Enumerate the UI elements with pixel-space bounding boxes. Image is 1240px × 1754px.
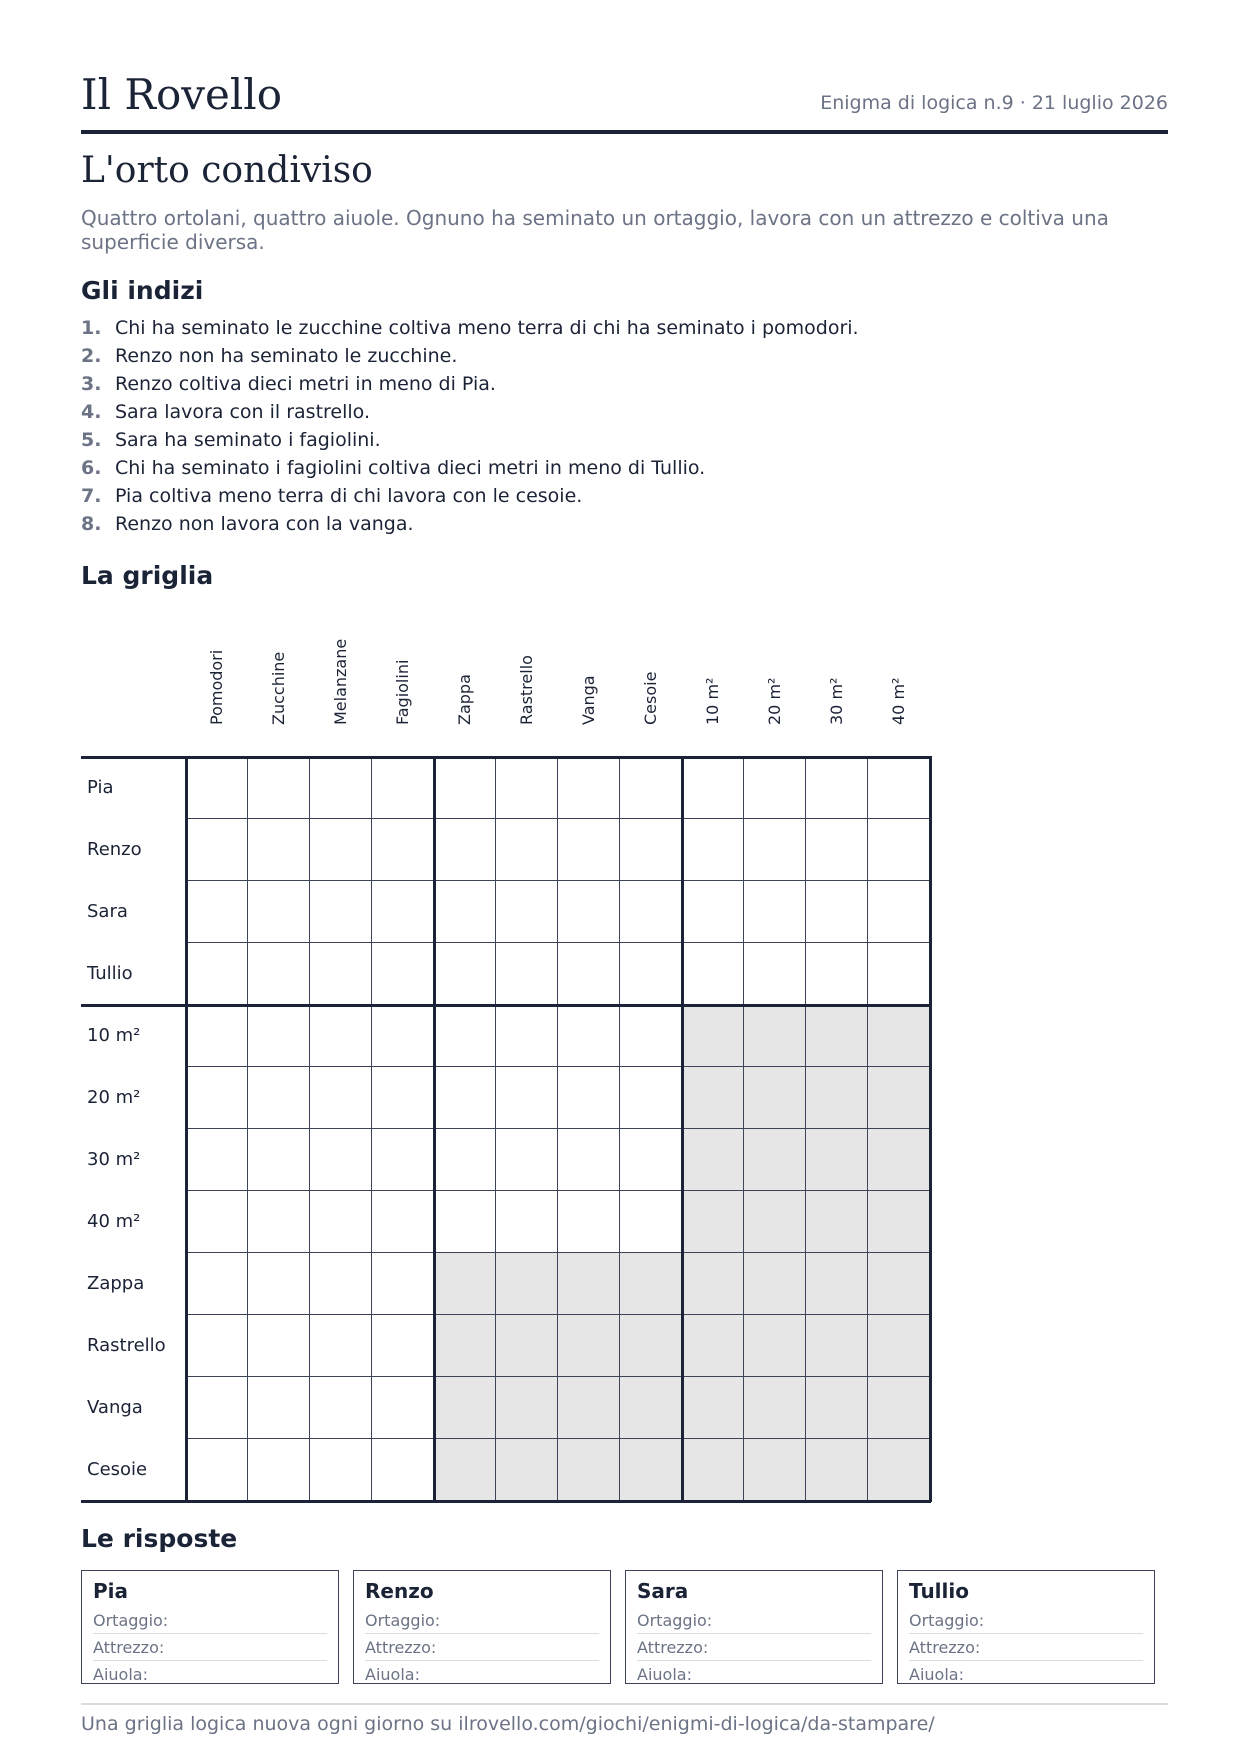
grid-cell[interactable] bbox=[372, 1191, 434, 1253]
grid-divider bbox=[929, 756, 932, 1502]
grid-cell-blocked bbox=[682, 1129, 744, 1191]
answer-card-name: Tullio bbox=[909, 1579, 969, 1603]
grid-cell-blocked bbox=[682, 1067, 744, 1129]
grid-row-label: 40 m² bbox=[87, 1211, 141, 1232]
answer-cards bbox=[81, 1570, 1168, 1686]
clue-text: Sara ha seminato i fagiolini. bbox=[115, 429, 381, 451]
grid-divider bbox=[81, 1004, 931, 1007]
grid-cell[interactable] bbox=[310, 1005, 372, 1067]
grid-cell[interactable] bbox=[496, 881, 558, 943]
answer-card-name: Sara bbox=[637, 1579, 689, 1603]
grid-cell[interactable] bbox=[372, 1067, 434, 1129]
grid-cell[interactable] bbox=[434, 1191, 496, 1253]
grid-cell-blocked bbox=[744, 1377, 806, 1439]
clue-text: Sara lavora con il rastrello. bbox=[115, 401, 371, 423]
clue-item bbox=[81, 510, 859, 538]
grid-cell[interactable] bbox=[434, 819, 496, 881]
clue-text: Chi ha seminato i fagiolini coltiva dieci metri in meno di Tullio. bbox=[115, 457, 706, 479]
grid-cell-blocked bbox=[868, 1377, 930, 1439]
grid-row-label: Rastrello bbox=[87, 1335, 166, 1356]
grid-cell-blocked bbox=[682, 1191, 744, 1253]
puzzle-intro: Quattro ortolani, quattro aiuole. Ognuno ha seminato un ortaggio, lavora con un attrezzo e coltiva una superficie diversa. bbox=[81, 206, 1109, 254]
answer-field[interactable]: Ortaggio: bbox=[637, 1609, 871, 1634]
grid-column-header bbox=[372, 630, 434, 750]
grid-cell[interactable] bbox=[744, 757, 806, 819]
grid-cell[interactable] bbox=[186, 1067, 248, 1129]
grid-cell[interactable] bbox=[372, 1315, 434, 1377]
grid-column-label: Cesoie bbox=[641, 671, 660, 725]
grid-cell[interactable] bbox=[310, 1377, 372, 1439]
grid-cell-blocked bbox=[558, 1315, 620, 1377]
puzzle-title: L'orto condiviso bbox=[81, 150, 373, 191]
grid-divider bbox=[185, 756, 188, 1502]
answer-field[interactable]: Attrezzo: bbox=[93, 1636, 327, 1661]
grid-cell[interactable] bbox=[620, 881, 682, 943]
grid-cell[interactable] bbox=[496, 1129, 558, 1191]
grid-cell-blocked bbox=[744, 1191, 806, 1253]
grid-heading: La griglia bbox=[81, 561, 214, 590]
grid-cell-blocked bbox=[496, 1315, 558, 1377]
grid-cell-blocked bbox=[682, 1377, 744, 1439]
grid-row-label: 20 m² bbox=[87, 1087, 141, 1108]
grid-cell[interactable] bbox=[620, 757, 682, 819]
grid-cell[interactable] bbox=[558, 1005, 620, 1067]
grid-cell-blocked bbox=[682, 1439, 744, 1501]
grid-column-header bbox=[744, 630, 806, 750]
grid-cell[interactable] bbox=[186, 1005, 248, 1067]
grid-row-label: 10 m² bbox=[87, 1025, 141, 1046]
masthead bbox=[81, 72, 1168, 134]
grid-row-label: Pia bbox=[87, 777, 114, 798]
grid-cell-blocked bbox=[868, 1191, 930, 1253]
answer-field[interactable]: Attrezzo: bbox=[637, 1636, 871, 1661]
clue-item bbox=[81, 342, 859, 370]
grid-cell[interactable] bbox=[434, 943, 496, 1005]
grid-cell[interactable] bbox=[310, 881, 372, 943]
grid-row-label: Cesoie bbox=[87, 1459, 148, 1480]
grid-column-label: 30 m² bbox=[827, 677, 846, 725]
answers-heading: Le risposte bbox=[81, 1524, 238, 1553]
grid-cell-blocked bbox=[434, 1315, 496, 1377]
grid-cell[interactable] bbox=[310, 1315, 372, 1377]
grid-cell[interactable] bbox=[496, 819, 558, 881]
grid-divider bbox=[81, 1500, 931, 1503]
brand-title: Il Rovello bbox=[81, 70, 283, 119]
grid-cell[interactable] bbox=[186, 1129, 248, 1191]
clue-number: 4. bbox=[81, 401, 102, 423]
grid-cell[interactable] bbox=[248, 1129, 310, 1191]
grid-cell[interactable] bbox=[434, 881, 496, 943]
grid-cell-blocked bbox=[744, 1067, 806, 1129]
grid-cell[interactable] bbox=[310, 1191, 372, 1253]
grid-cell[interactable] bbox=[434, 1129, 496, 1191]
grid-cell[interactable] bbox=[868, 881, 930, 943]
grid-cell[interactable] bbox=[248, 1005, 310, 1067]
answer-card-name: Renzo bbox=[365, 1579, 434, 1603]
grid-cell[interactable] bbox=[248, 1439, 310, 1501]
grid-column-header bbox=[558, 630, 620, 750]
grid-cell-blocked bbox=[806, 1377, 868, 1439]
clue-text: Renzo non lavora con la vanga. bbox=[115, 513, 414, 535]
clue-item bbox=[81, 370, 859, 398]
grid-cell[interactable] bbox=[186, 1191, 248, 1253]
clue-item bbox=[81, 314, 859, 342]
grid-cell[interactable] bbox=[558, 1129, 620, 1191]
grid-cell[interactable] bbox=[186, 943, 248, 1005]
grid-column-label: 10 m² bbox=[703, 677, 722, 725]
clue-number: 2. bbox=[81, 345, 102, 367]
clue-text: Pia coltiva meno terra di chi lavora con le cesoie. bbox=[115, 485, 583, 507]
grid-column-header bbox=[682, 630, 744, 750]
grid-cell[interactable] bbox=[310, 943, 372, 1005]
grid-cell[interactable] bbox=[248, 1253, 310, 1315]
grid-cell-blocked bbox=[806, 1005, 868, 1067]
answer-field[interactable]: Ortaggio: bbox=[365, 1609, 599, 1634]
grid-cell[interactable] bbox=[496, 757, 558, 819]
grid-cell[interactable] bbox=[620, 1191, 682, 1253]
grid-cell[interactable] bbox=[682, 881, 744, 943]
grid-column-label: Pomodori bbox=[207, 649, 226, 725]
grid-column-header bbox=[434, 630, 496, 750]
grid-row-label: Tullio bbox=[87, 963, 133, 984]
grid-cell[interactable] bbox=[372, 819, 434, 881]
clue-item bbox=[81, 454, 859, 482]
grid-cell[interactable] bbox=[558, 1067, 620, 1129]
grid-cell-blocked bbox=[434, 1439, 496, 1501]
grid-cell[interactable] bbox=[806, 757, 868, 819]
answer-field[interactable]: Ortaggio: bbox=[909, 1609, 1143, 1634]
grid-cell-blocked bbox=[558, 1439, 620, 1501]
grid-row-label: Renzo bbox=[87, 839, 142, 860]
grid-cell-blocked bbox=[868, 1005, 930, 1067]
answer-field[interactable]: Aiuola: bbox=[909, 1665, 964, 1684]
clue-text: Chi ha seminato le zucchine coltiva meno terra di chi ha seminato i pomodori. bbox=[115, 317, 859, 339]
grid-cell[interactable] bbox=[682, 819, 744, 881]
grid-cell-blocked bbox=[620, 1253, 682, 1315]
grid-cell[interactable] bbox=[372, 1005, 434, 1067]
clues-heading: Gli indizi bbox=[81, 276, 204, 305]
grid-cell[interactable] bbox=[868, 757, 930, 819]
grid-column-label: Zucchine bbox=[269, 651, 288, 725]
grid-column-label: Fagiolini bbox=[393, 659, 412, 725]
grid-cell[interactable] bbox=[248, 819, 310, 881]
grid-cell-blocked bbox=[682, 1253, 744, 1315]
grid-cell-blocked bbox=[806, 1067, 868, 1129]
grid-cell[interactable] bbox=[434, 1005, 496, 1067]
grid-cell[interactable] bbox=[248, 757, 310, 819]
grid-cell-blocked bbox=[434, 1253, 496, 1315]
grid-cell[interactable] bbox=[248, 881, 310, 943]
grid-cell[interactable] bbox=[186, 1439, 248, 1501]
grid-cell[interactable] bbox=[372, 1253, 434, 1315]
grid-cell[interactable] bbox=[558, 1191, 620, 1253]
answer-field[interactable]: Aiuola: bbox=[93, 1665, 148, 1684]
grid-cell[interactable] bbox=[620, 1005, 682, 1067]
grid-cell[interactable] bbox=[248, 1067, 310, 1129]
grid-column-label: Vanga bbox=[579, 675, 598, 725]
grid-cell[interactable] bbox=[806, 881, 868, 943]
grid-cell[interactable] bbox=[434, 1067, 496, 1129]
grid-cell[interactable] bbox=[682, 757, 744, 819]
grid-cell[interactable] bbox=[186, 1253, 248, 1315]
clue-list bbox=[81, 314, 859, 538]
grid-cell[interactable] bbox=[496, 1067, 558, 1129]
grid-cell-blocked bbox=[496, 1253, 558, 1315]
grid-cell-blocked bbox=[620, 1439, 682, 1501]
grid-cell-blocked bbox=[806, 1253, 868, 1315]
grid-cell-blocked bbox=[496, 1377, 558, 1439]
grid-column-header bbox=[806, 630, 868, 750]
grid-cell-blocked bbox=[744, 1005, 806, 1067]
grid-cell-blocked bbox=[744, 1253, 806, 1315]
grid-row-label: 30 m² bbox=[87, 1149, 141, 1170]
clue-number: 3. bbox=[81, 373, 102, 395]
grid-cell[interactable] bbox=[310, 1439, 372, 1501]
grid-cell[interactable] bbox=[744, 819, 806, 881]
grid-cell[interactable] bbox=[372, 1377, 434, 1439]
grid-column-header bbox=[868, 630, 930, 750]
grid-column-label: Melanzane bbox=[331, 638, 350, 725]
grid-column-label: 20 m² bbox=[765, 677, 784, 725]
answer-field[interactable]: Ortaggio: bbox=[93, 1609, 327, 1634]
grid-cell[interactable] bbox=[310, 1067, 372, 1129]
grid-cell[interactable] bbox=[186, 1315, 248, 1377]
grid-column-header bbox=[620, 630, 682, 750]
answer-field[interactable]: Aiuola: bbox=[637, 1665, 692, 1684]
grid-column-header bbox=[248, 630, 310, 750]
grid-divider bbox=[433, 756, 436, 1502]
grid-cell-blocked bbox=[868, 1439, 930, 1501]
grid-divider bbox=[681, 756, 684, 1502]
grid-cell[interactable] bbox=[186, 1377, 248, 1439]
clue-item bbox=[81, 426, 859, 454]
grid-row-label: Vanga bbox=[87, 1397, 143, 1418]
clue-number: 5. bbox=[81, 429, 102, 451]
grid-column-label: Rastrello bbox=[517, 655, 536, 725]
grid-cell[interactable] bbox=[310, 819, 372, 881]
grid-cell-blocked bbox=[744, 1439, 806, 1501]
issue-info: Enigma di logica n.9 · 21 luglio 2026 bbox=[820, 92, 1168, 114]
grid-cell[interactable] bbox=[496, 1005, 558, 1067]
grid-cell-blocked bbox=[806, 1129, 868, 1191]
clue-text: Renzo non ha seminato le zucchine. bbox=[115, 345, 458, 367]
grid-cell[interactable] bbox=[620, 819, 682, 881]
grid-cell[interactable] bbox=[868, 819, 930, 881]
answer-card bbox=[81, 1570, 339, 1684]
grid-cell[interactable] bbox=[434, 757, 496, 819]
grid-divider bbox=[81, 756, 931, 759]
clue-number: 6. bbox=[81, 457, 102, 479]
grid-cell[interactable] bbox=[248, 1191, 310, 1253]
answer-card bbox=[897, 1570, 1155, 1684]
grid-cell-blocked bbox=[496, 1439, 558, 1501]
grid-cell-blocked bbox=[806, 1191, 868, 1253]
grid-cell-blocked bbox=[682, 1315, 744, 1377]
grid-cell[interactable] bbox=[744, 943, 806, 1005]
grid-cell[interactable] bbox=[248, 943, 310, 1005]
grid-cell[interactable] bbox=[558, 943, 620, 1005]
answer-field[interactable]: Aiuola: bbox=[365, 1665, 420, 1684]
grid-column-header bbox=[310, 630, 372, 750]
grid-cell[interactable] bbox=[372, 881, 434, 943]
grid-cell[interactable] bbox=[744, 881, 806, 943]
footer-note: Una griglia logica nuova ogni giorno su ilrovello.com/giochi/enigmi-di-logica/da-stampare/ bbox=[81, 1703, 1168, 1735]
answer-card-name: Pia bbox=[93, 1579, 129, 1603]
grid-column-header bbox=[186, 630, 248, 750]
grid-column-label: 40 m² bbox=[889, 677, 908, 725]
grid-cell[interactable] bbox=[496, 1191, 558, 1253]
grid-cell[interactable] bbox=[372, 757, 434, 819]
grid-cell[interactable] bbox=[310, 757, 372, 819]
answer-field[interactable]: Attrezzo: bbox=[365, 1636, 599, 1661]
grid-column-label: Zappa bbox=[455, 674, 474, 725]
clue-number: 1. bbox=[81, 317, 102, 339]
grid-cell[interactable] bbox=[372, 943, 434, 1005]
clue-number: 8. bbox=[81, 513, 102, 535]
grid-cell-blocked bbox=[558, 1377, 620, 1439]
grid-cell-blocked bbox=[868, 1253, 930, 1315]
grid-cell-blocked bbox=[744, 1315, 806, 1377]
grid-cell[interactable] bbox=[186, 881, 248, 943]
grid-cell[interactable] bbox=[186, 819, 248, 881]
grid-cell[interactable] bbox=[310, 1129, 372, 1191]
grid-cell-blocked bbox=[806, 1439, 868, 1501]
grid-cell[interactable] bbox=[620, 943, 682, 1005]
grid-row-label: Zappa bbox=[87, 1273, 145, 1294]
clue-number: 7. bbox=[81, 485, 102, 507]
grid-cell[interactable] bbox=[372, 1129, 434, 1191]
grid-cell[interactable] bbox=[372, 1439, 434, 1501]
grid-cell-blocked bbox=[434, 1377, 496, 1439]
clue-item bbox=[81, 398, 859, 426]
grid-cell[interactable] bbox=[310, 1253, 372, 1315]
grid-cell[interactable] bbox=[682, 943, 744, 1005]
grid-cell[interactable] bbox=[248, 1377, 310, 1439]
clue-text: Renzo coltiva dieci metri in meno di Pia. bbox=[115, 373, 496, 395]
grid-cell[interactable] bbox=[558, 881, 620, 943]
grid-cell[interactable] bbox=[868, 943, 930, 1005]
grid-cell-blocked bbox=[682, 1005, 744, 1067]
grid-cell[interactable] bbox=[806, 819, 868, 881]
answer-card bbox=[625, 1570, 883, 1684]
grid-cell-blocked bbox=[620, 1315, 682, 1377]
clue-item bbox=[81, 482, 859, 510]
grid-cell[interactable] bbox=[620, 1067, 682, 1129]
grid-cell[interactable] bbox=[248, 1315, 310, 1377]
answer-card bbox=[353, 1570, 611, 1684]
grid-cell[interactable] bbox=[558, 757, 620, 819]
grid-cell[interactable] bbox=[186, 757, 248, 819]
grid-row-label: Sara bbox=[87, 901, 128, 922]
grid-cell[interactable] bbox=[496, 943, 558, 1005]
grid-cell-blocked bbox=[868, 1067, 930, 1129]
answer-field[interactable]: Attrezzo: bbox=[909, 1636, 1143, 1661]
grid-cell-blocked bbox=[806, 1315, 868, 1377]
grid-cell-blocked bbox=[744, 1129, 806, 1191]
grid-cell[interactable] bbox=[558, 819, 620, 881]
grid-cell-blocked bbox=[558, 1253, 620, 1315]
grid-column-header bbox=[496, 630, 558, 750]
grid-cell-blocked bbox=[620, 1377, 682, 1439]
grid-cell-blocked bbox=[868, 1129, 930, 1191]
grid-cell[interactable] bbox=[620, 1129, 682, 1191]
logic-grid bbox=[81, 630, 941, 1510]
grid-cell-blocked bbox=[868, 1315, 930, 1377]
grid-cell[interactable] bbox=[806, 943, 868, 1005]
